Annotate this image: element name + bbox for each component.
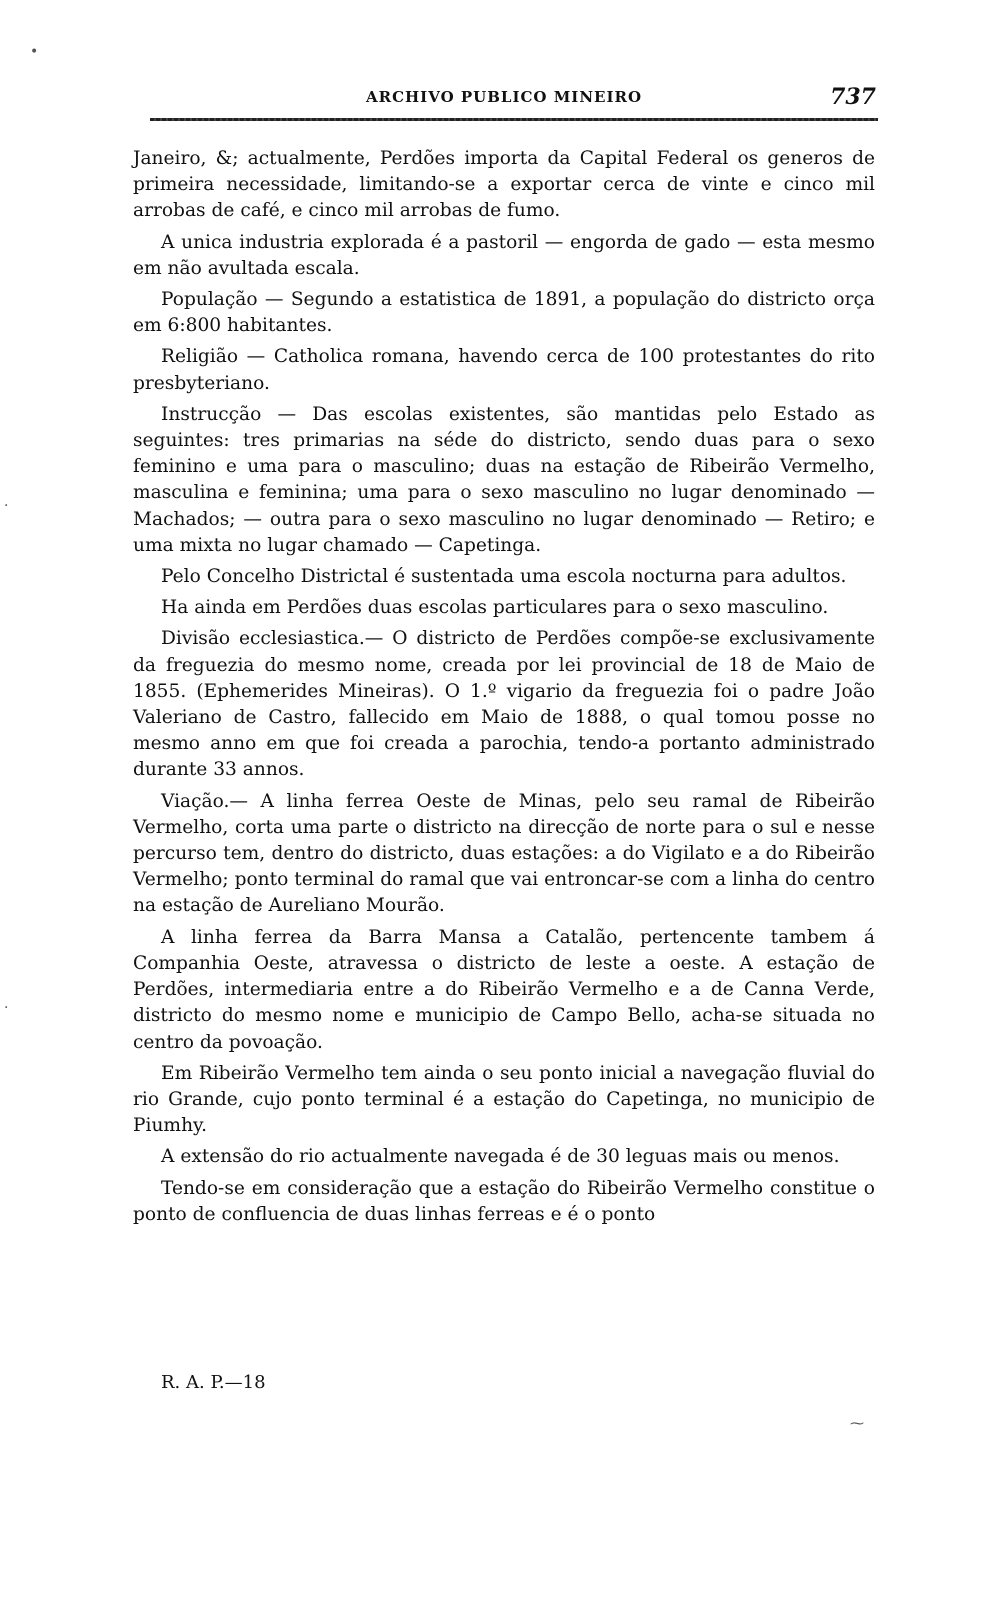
scan-speck: ⁓ <box>850 1416 864 1432</box>
paragraph: Viação.— A linha ferrea Oeste de Minas, pelo seu ramal de Ribeirão Vermelho, corta uma parte o districto na direcção de norte para o sul e nesse percurso tem, dentro do districto, duas estações: a do Vigilato e a do Ribeirão Vermelho; ponto terminal do ramal que vai entroncar-se com a linha do centro na estação de Aureliano Mourão. <box>133 790 875 917</box>
paragraph: A extensão do rio actualmente navegada é de 30 leguas mais ou menos. <box>161 1146 840 1168</box>
paragraph: Pelo Concelho Districtal é sustentada uma escola nocturna para adultos. <box>161 566 847 588</box>
paragraph: População — Segundo a estatistica de 1891, a população do districto orça em 6:800 habitantes. <box>133 289 875 337</box>
signature-mark: R. A. P.—18 <box>161 1372 266 1393</box>
running-title: ARCHIVO PUBLICO MINEIRO <box>365 88 643 106</box>
paragraph: Instrucção — Das escolas existentes, são mantidas pelo Estado as seguintes: tres primarias na séde do districto, sendo duas para o sexo feminino e uma para o masculino; duas na estação de Ribeirão Vermelho, masculina e feminina; uma para o sexo masculino no lugar denominado — Machados; — outra para o sexo masculino no lugar denominado — Retiro; e uma mixta no lugar chamado — Capetinga. <box>133 403 875 556</box>
page-header <box>128 86 880 116</box>
paragraph: A unica industria explorada é a pastoril — engorda de gado — esta mesmo em não avultada escala. <box>133 231 875 279</box>
header-rule <box>150 118 878 121</box>
paragraph: Ha ainda em Perdões duas escolas particulares para o sexo masculino. <box>161 597 829 619</box>
paragraph: Divisão ecclesiastica.— O districto de Perdões compõe-se exclusivamente da freguezia do mesmo nome, creada por lei provincial de 18 de Maio de 1855. (Ephemerides Mineiras). O 1.º vigario da freguezia foi o padre João Valeriano de Castro, fallecido em Maio de 1888, o qual tomou posse no mesmo anno em que foi creada a parochia, tendo-a portanto administrado durante 33 annos. <box>133 628 875 781</box>
scan-speck: • <box>30 44 39 60</box>
scan-speck: · <box>4 1000 9 1016</box>
body-text <box>133 146 875 1233</box>
page-number: 737 <box>830 84 876 110</box>
paragraph: Janeiro, &; actualmente, Perdões importa da Capital Federal os generos de primeira necessidade, limitando-se a exportar cerca de vinte e cinco mil arrobas de café, e cinco mil arrobas de fumo. <box>133 148 875 222</box>
paragraph: Em Ribeirão Vermelho tem ainda o seu ponto inicial a navegação fluvial do rio Grande, cujo ponto terminal é a estação do Capetinga, no municipio de Piumhy. <box>133 1062 875 1137</box>
paragraph: A linha ferrea da Barra Mansa a Catalão, pertencente tambem á Companhia Oeste, atravessa o districto de leste a oeste. A estação de Perdões, intermediaria entre a do Ribeirão Vermelho e a de Canna Verde, districto do mesmo nome e municipio de Campo Bello, acha-se situada no centro da povoação. <box>133 926 875 1053</box>
paragraph: Religião — Catholica romana, havendo cerca de 100 protestantes do rito presbyteriano. <box>133 346 875 394</box>
scan-speck: · <box>4 498 9 514</box>
paragraph: Tendo-se em consideração que a estação do Ribeirão Vermelho constitue o ponto de confluencia de duas linhas ferreas e é o ponto <box>133 1177 875 1225</box>
